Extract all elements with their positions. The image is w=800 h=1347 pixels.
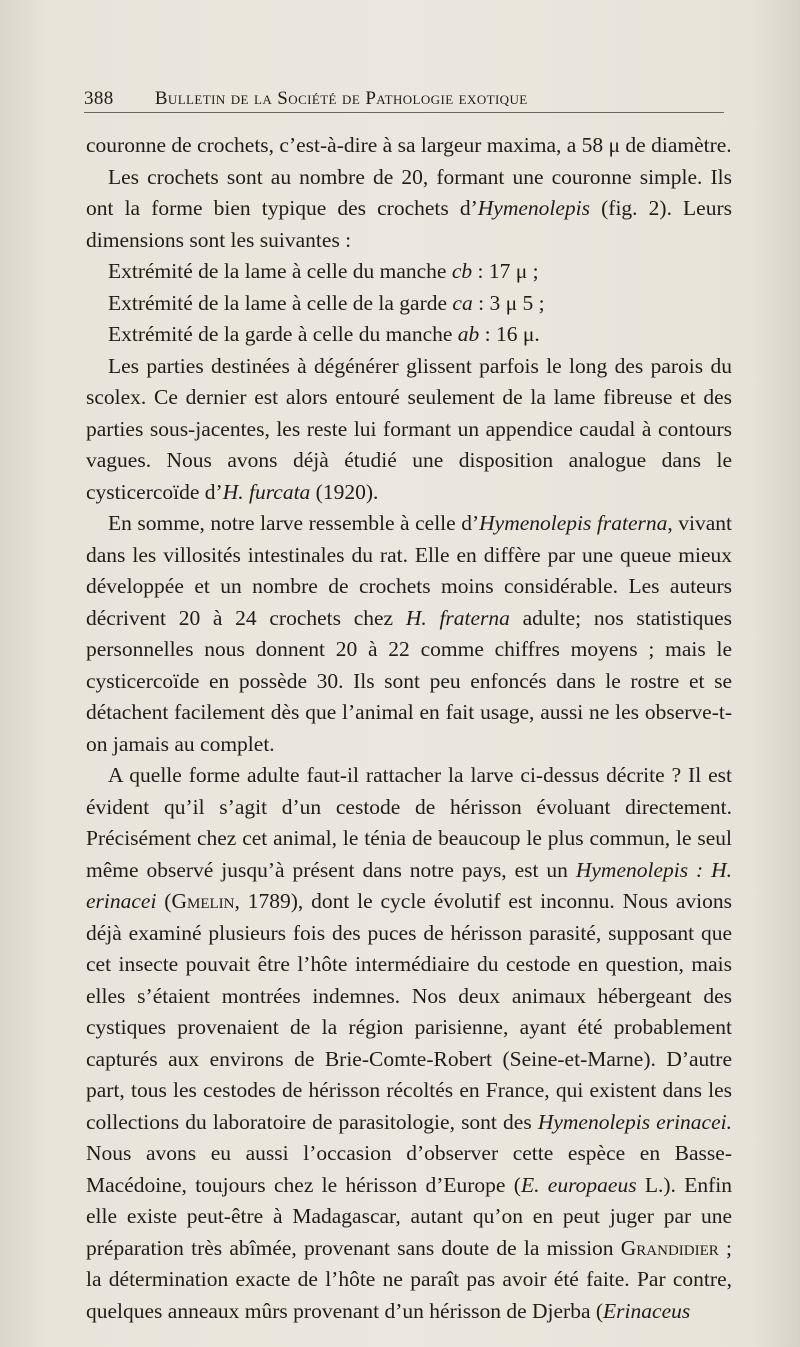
journal-title: Bulletin de la Société de Pathologie exotique: [154, 88, 528, 109]
paragraph-adult-form: A quelle forme adulte faut-il rattacher la larve ci-dessus décrite ? Il est évident qu’il s’agit d’un cestode de hérisson évoluant directement. Précisément chez cet animal, le ténia de beaucoup le plus commun, le seul même observé jusqu’à présent dans notre pays, est un Hymenolepis : H. erinacei (Gmelin, 1789), dont le cycle évolutif est inconnu. Nous avions déjà examiné plusieurs fois des puces de hérisson parasité, supposant que cet insecte pouvait être l’hôte intermédiaire du cestode en question, mais elles s’étaient montrées indemnes. Nos deux animaux hébergeant des cystiques provenaient de la région parisienne, ayant été probablement capturés aux environs de Brie-Comte-Robert (Seine-et-Marne). D’autre part, tous les cestodes de hérisson récoltés en France, qui existent dans les collections du laboratoire de parasitologie, sont des Hymenolepis erinacei. Nous avons eu aussi l’occasion d’observer cette espèce en Basse-Macédoine, toujours chez le hérisson d’Europe (E. europaeus L.). Enfin elle existe peut-être à Madagascar, autant qu’on en peut juger par une préparation très abîmée, provenant sans doute de la mission Grandidier ; la détermination exacte de l’hôte ne paraît pas avoir été faite. Par contre, quelques anneaux mûrs provenant d’un hérisson de Djerba (Erinaceus: [86, 763, 733, 1323]
body-text: [86, 130, 732, 1327]
page-number: 388: [84, 88, 114, 109]
paragraph-1: couronne de crochets, c’est-à-dire à sa largeur maxima, a 58 μ de diamètre.: [86, 133, 732, 157]
paragraph-comparison: En somme, notre larve ressemble à celle d’Hymenolepis fraterna, vivant dans les villosités intestinales du rat. Elle en diffère par une queue mieux développée et un nombre de crochets moins considérable. Les auteurs décrivent 20 à 24 crochets chez H. fraterna adulte; nos statistiques personnelles nous donnent 20 à 22 comme chiffres moyens ; mais le cysticercoïde en possède 30. Ils sont peu enfoncés dans le rostre et se détachent facilement dès que l’animal en fait usage, aussi ne les observe-t-on jamais au complet.: [86, 511, 732, 756]
running-header: [84, 88, 724, 113]
paragraph-hooks: Les crochets sont au nombre de 20, formant une couronne simple. Ils ont la forme bien typique des crochets d’Hymenolepis (fig. 2). Leurs dimensions sont les suivantes :: [86, 164, 733, 252]
paragraph-degeneration: Les parties destinées à dégénérer glissent parfois le long des parois du scolex. Ce dernier est alors entouré seulement de la lame fibreuse et des parties sous-jacentes, les reste lui formant un appendice caudal à contours vagues. Nous avons déjà étudié une disposition analogue dans le cysticercoïde d’H. furcata (1920).: [86, 353, 732, 504]
dimension-line-ca: Extrémité de la lame à celle de la garde ca : 3 μ 5 ;: [108, 290, 545, 315]
dimension-line-cb: Extrémité de la lame à celle du manche cb : 17 μ ;: [108, 259, 539, 283]
genus-name: Hymenolepis: [477, 196, 591, 220]
dimension-line-ab: Extrémité de la garde à celle du manche ab : 16 μ.: [108, 322, 540, 346]
